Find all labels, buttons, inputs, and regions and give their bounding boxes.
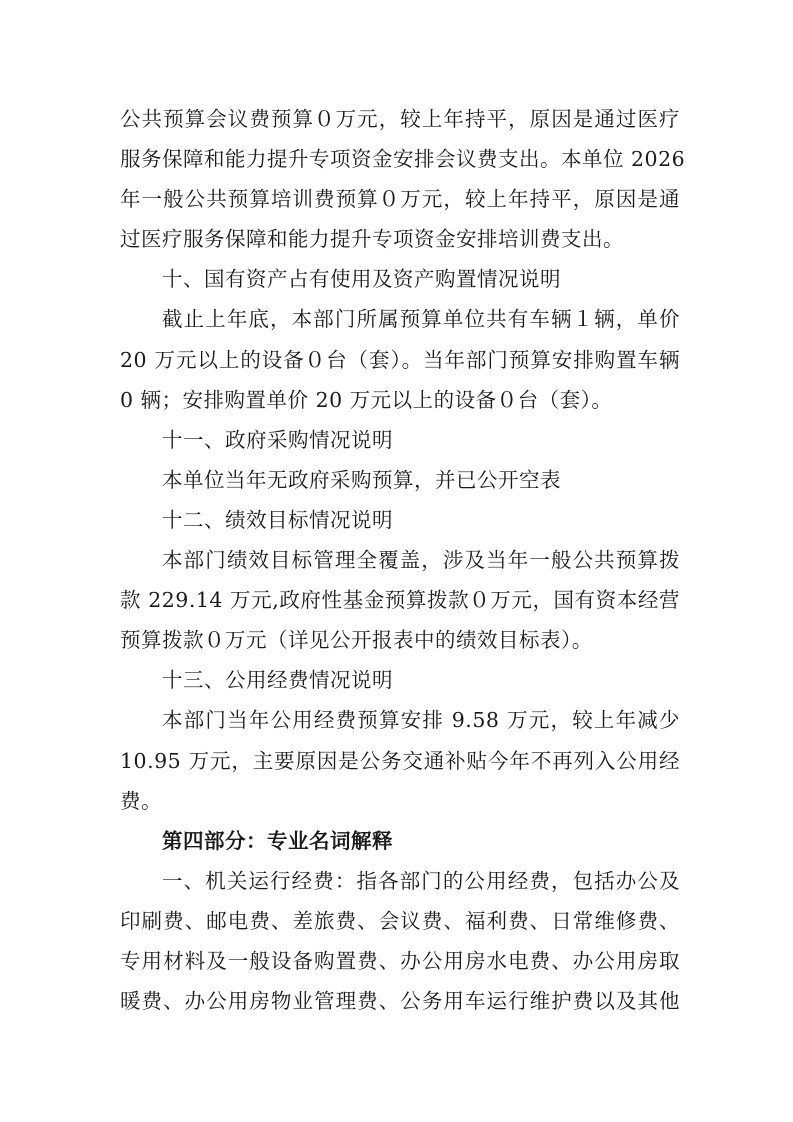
text-line: 10.95 万元，主要原因是公务交通补贴今年不再列入公用经 [120,748,680,773]
text-line: 0 辆；安排购置单价 20 万元以上的设备０台（套）。 [120,387,613,412]
section-heading: 十一、政府采购情况说明 [162,427,393,452]
section-heading: 十三、公用经费情况说明 [162,668,393,693]
text-line: 本部门当年公用经费预算安排 9.58 万元，较上年减少 [162,708,680,733]
section-heading: 十二、绩效目标情况说明 [162,507,393,532]
part-heading: 第四部分：专业名词解释 [162,828,393,853]
text-line: 预算拨款０万元（详见公开报表中的绩效目标表）。 [120,628,593,653]
text-line: 服务保障和能力提升专项资金安排会议费支出。本单位 2026 [120,147,686,172]
section-heading: 十、国有资产占有使用及资产购置情况说明 [162,267,561,292]
text-line: 过医疗服务保障和能力提升专项资金安排培训费支出。 [120,227,624,252]
text-line: 款 229.14 万元,政府性基金预算拨款０万元，国有资本经营 [120,588,680,613]
text-line: 一、机关运行经费：指各部门的公用经费，包括办公及 [162,868,680,893]
text-line: 印刷费、邮电费、差旅费、会议费、福利费、日常维修费、 [120,908,680,933]
text-line: 截止上年底，本部门所属预算单位共有车辆１辆，单价 [162,307,680,332]
text-line: 专用材料及一般设备购置费、办公用房水电费、办公用房取 [120,948,680,973]
text-line: 年一般公共预算培训费预算０万元，较上年持平，原因是通 [120,187,680,212]
text-line: 公共预算会议费预算０万元，较上年持平，原因是通过医疗 [120,107,680,131]
text-line: 本单位当年无政府采购预算，并已公开空表 [162,467,561,492]
text-line: 20 万元以上的设备０台（套）。当年部门预算安排购置车辆 [120,347,680,372]
document-body [120,99,686,1021]
text-line: 本部门绩效目标管理全覆盖，涉及当年一般公共预算拨 [162,548,680,573]
text-line: 费。 [120,788,162,813]
text-line: 暖费、办公用房物业管理费、公务用车运行维护费以及其他 [120,989,680,1014]
